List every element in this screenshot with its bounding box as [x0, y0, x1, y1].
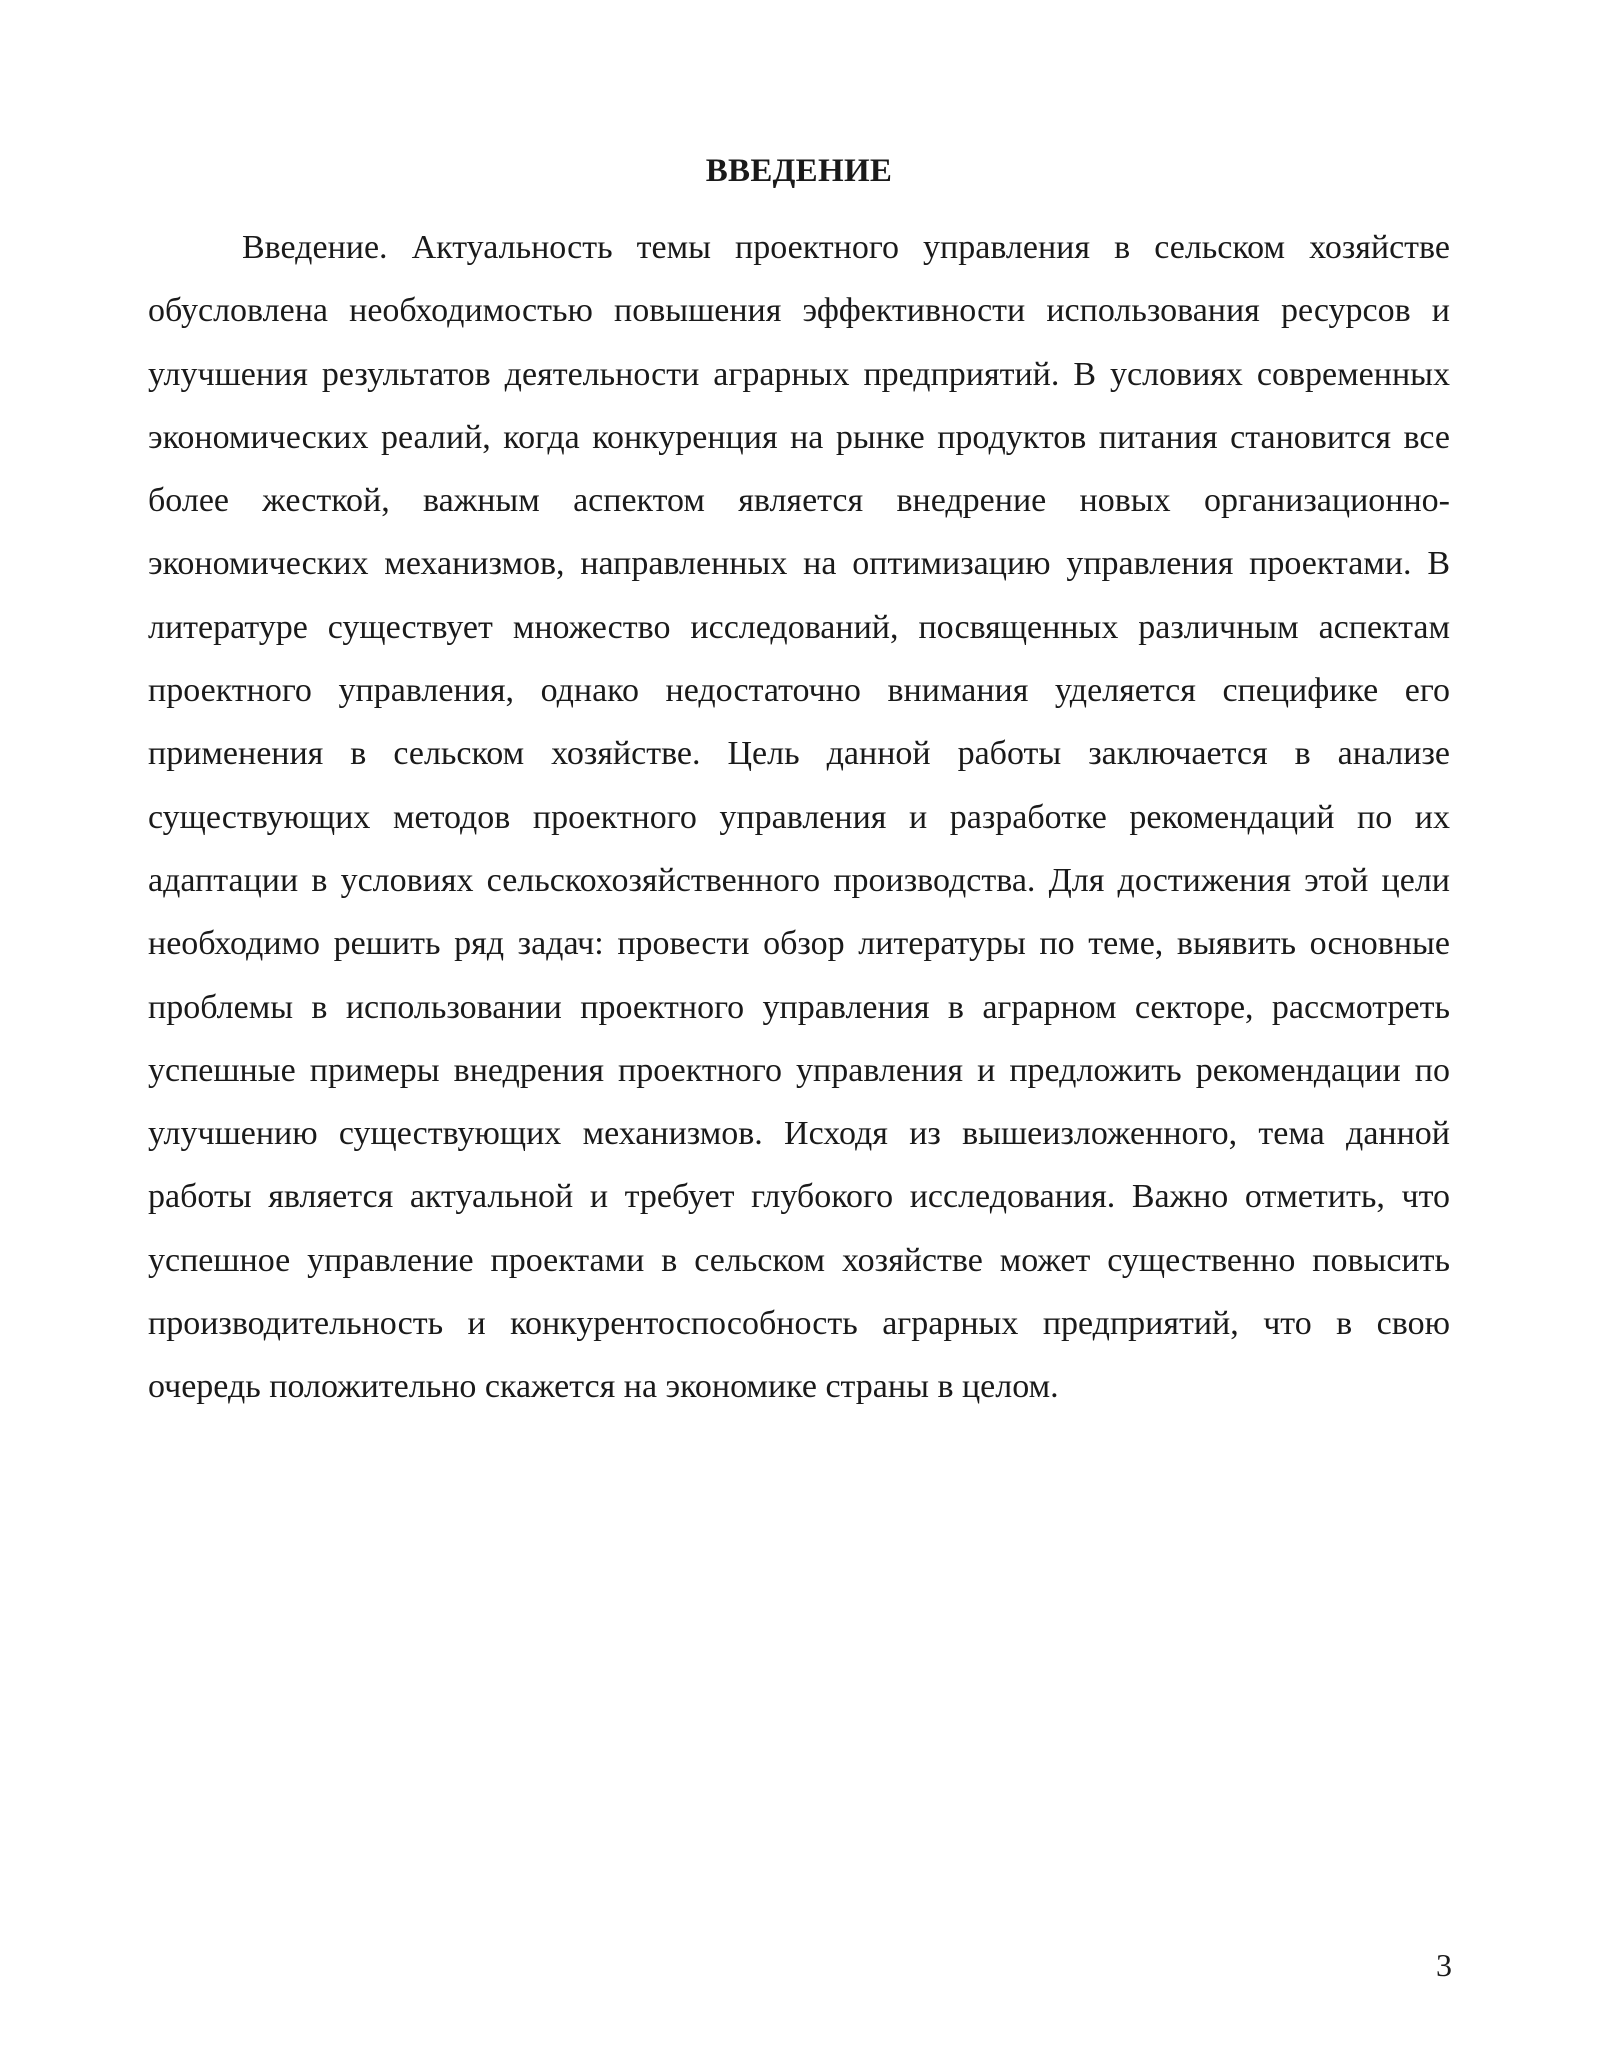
body-paragraph: Введение. Актуальность темы проектного управления в сельском хозяйстве обусловлена необходимостью повышения эффективности использования ресурсов и улучшения результатов деятельности аграрных предприятий. В условиях современных экономических реалий, когда конкуренция на рынке продуктов питания становится все более жесткой, важным аспектом является внедрение новых организационно-экономических механизмов, направленных на оптимизацию управления проектами. В литературе существует множество исследований, посвященных различным аспектам проектного управления, однако недостаточно внимания уделяется специфике его применения в сельском хозяйстве. Цель данной работы заключается в анализе существующих методов проектного управления и разработке рекомендаций по их адаптации в условиях сельскохозяйственного производства. Для достижения этой цели необходимо решить ряд задач: провести обзор литературы по теме, выявить основные проблемы в использовании проектного управления в аграрном секторе, рассмотреть успешные примеры внедрения проектного управления и предложить рекомендации по улучшению существующих механизмов. Исходя из вышеизложенного, тема данной работы является актуальной и требует глубокого исследования. Важно отметить, что успешное управление проектами в сельском хозяйстве может существенно повысить производительность и конкурентоспособность аграрных предприятий, что в свою очередь положительно скажется на экономике страны в целом.	[148, 229, 1450, 1406]
section-heading: ВВЕДЕНИЕ	[705, 153, 893, 189]
page-number: 3	[1436, 1947, 1452, 1983]
